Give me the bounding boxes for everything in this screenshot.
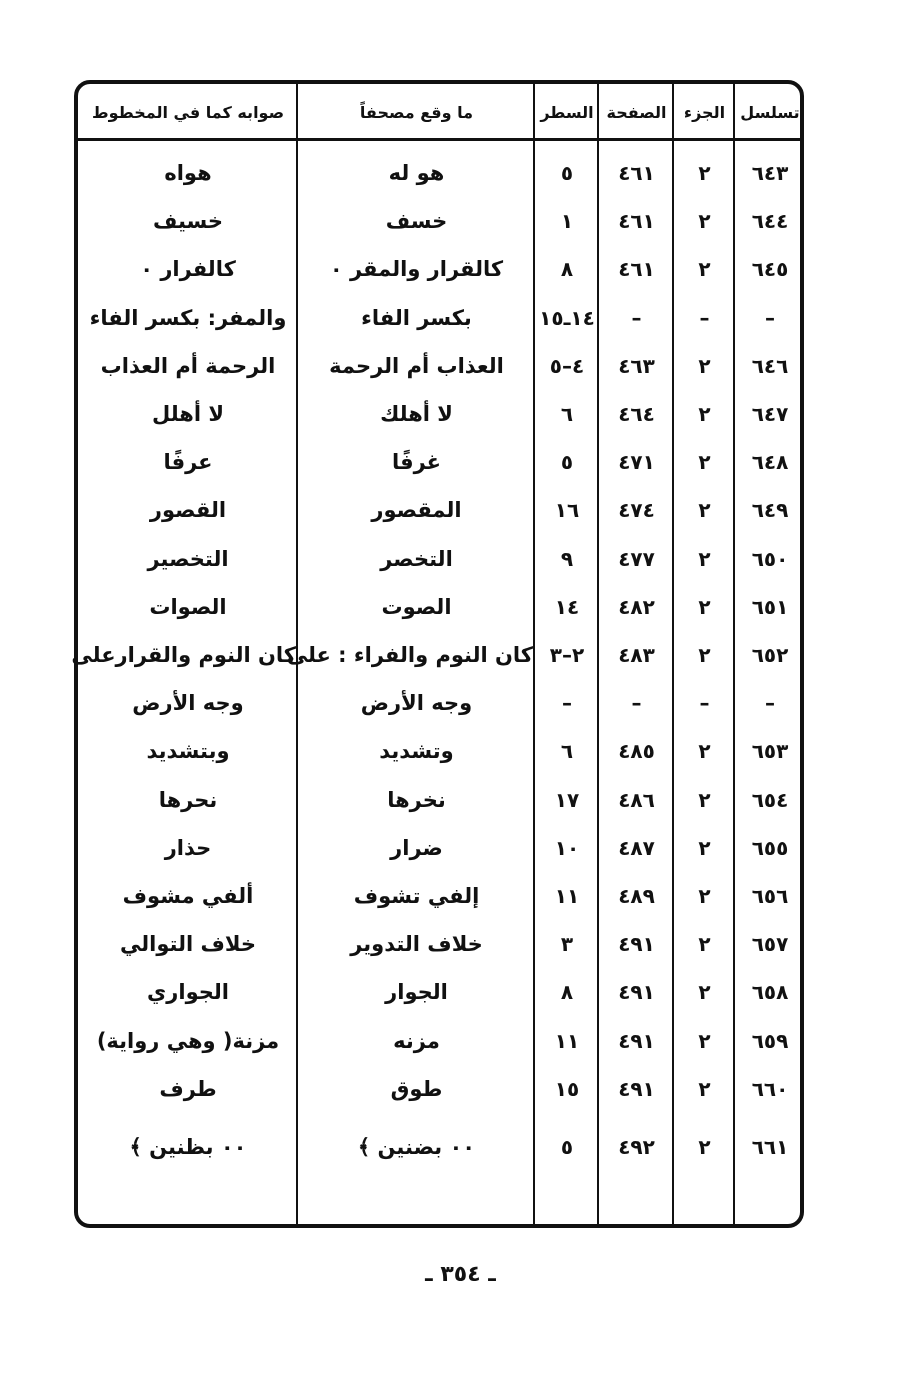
- cell-serial: ٦٤٦: [751, 353, 789, 378]
- cell-serial: ٦٤٩: [751, 498, 789, 523]
- cell-page: ٤٨٩: [618, 884, 655, 908]
- cell-part: ٢: [698, 980, 711, 1005]
- cell-correct: ٠٠ بظنين ﴾: [129, 1135, 247, 1159]
- cell-serial: –: [765, 691, 775, 716]
- cell-correct: عرفًا: [163, 450, 213, 475]
- cell-serial: –: [765, 305, 775, 330]
- header-part: الجزء: [683, 103, 726, 122]
- column-divider: [672, 84, 674, 1224]
- cell-serial: ٦٥٠: [751, 546, 789, 571]
- cell-serial: ٦٤٣: [751, 161, 789, 185]
- cell-correct: الرحمة أم العذاب: [100, 353, 276, 378]
- cell-page: ٤٨٢: [618, 594, 655, 619]
- cell-wrong: لا أهلك: [380, 402, 453, 426]
- cell-wrong: هو له: [388, 161, 445, 185]
- cell-correct: هواه: [164, 161, 212, 185]
- cell-correct: والمفر: بكسر الفاء: [89, 305, 287, 330]
- cell-wrong: وجه الأرض: [360, 691, 473, 716]
- column-divider: [533, 84, 535, 1224]
- cell-line: ٦: [560, 402, 574, 426]
- cell-part: ٢: [698, 498, 711, 523]
- cell-part: ٢: [698, 594, 711, 619]
- cell-serial: ٦٦١: [751, 1135, 789, 1159]
- cell-serial: ٦٤٧: [751, 402, 789, 426]
- cell-part: ٢: [698, 546, 711, 571]
- cell-part: ٢: [698, 643, 711, 667]
- cell-line: ١١: [554, 1028, 580, 1053]
- cell-correct: القصور: [149, 498, 227, 523]
- cell-serial: ٦٥٧: [751, 932, 789, 957]
- cell-correct: مزنة( وهي رواية): [96, 1028, 280, 1053]
- cell-part: ٢: [698, 932, 711, 957]
- cell-part: ٢: [698, 353, 711, 378]
- cell-page: ٤٧٧: [618, 546, 655, 571]
- header-correct: صوابه كما في المخطوط: [91, 103, 285, 122]
- page-number: ـ ٣٥٤ ـ: [425, 1262, 496, 1287]
- cell-page: ٤٩٢: [618, 1135, 655, 1159]
- cell-serial: ٦٥٤: [751, 787, 789, 812]
- cell-line: ١٧: [554, 787, 580, 812]
- header-page: الصفحة: [606, 103, 667, 122]
- header-wrong: ما وقع مصحفاً: [359, 103, 474, 122]
- cell-wrong: غرفًا: [391, 450, 442, 475]
- cell-part: –: [699, 305, 710, 330]
- cell-part: ٢: [698, 161, 711, 185]
- cell-part: ٢: [698, 1028, 711, 1053]
- cell-part: ٢: [698, 402, 711, 426]
- cell-page: ٤٨٥: [618, 739, 655, 764]
- cell-line: ١٠: [554, 835, 580, 860]
- cell-part: ٢: [698, 739, 711, 764]
- cell-serial: ٦٥٦: [751, 884, 789, 908]
- cell-serial: ٦٦٠: [751, 1076, 789, 1101]
- cell-line: ٢–٣: [549, 643, 585, 667]
- cell-serial: ٦٥٣: [751, 739, 789, 764]
- cell-correct: التخصير: [147, 546, 229, 571]
- cell-correct: نحرها: [158, 787, 218, 812]
- cell-serial: ٦٥٨: [751, 980, 789, 1005]
- cell-wrong: الصوت: [381, 594, 452, 619]
- cell-part: –: [699, 691, 710, 716]
- cell-line: ٩: [560, 546, 574, 571]
- cell-page: ٤٨٣: [618, 643, 655, 667]
- cell-wrong: ٠٠ بضنين ﴾: [357, 1135, 476, 1159]
- cell-part: ٢: [698, 787, 711, 812]
- cell-line: ١٥: [554, 1076, 580, 1101]
- cell-correct: الصوات: [149, 594, 227, 619]
- cell-wrong: وتشديد: [379, 739, 454, 764]
- cell-part: ٢: [698, 835, 711, 860]
- cell-correct: كان النوم والقرارعلى: [71, 643, 296, 667]
- cell-part: ٢: [698, 209, 711, 234]
- column-divider: [733, 84, 735, 1224]
- cell-correct: الجواري: [147, 980, 229, 1005]
- column-divider: [597, 84, 599, 1224]
- cell-wrong: إلفي تشوف: [353, 884, 480, 908]
- cell-line: ٥: [560, 1135, 574, 1159]
- cell-line: ١٤: [554, 594, 580, 619]
- cell-wrong: كالقرار والمقر ٠: [329, 257, 504, 282]
- cell-wrong: ضرار: [390, 835, 443, 860]
- cell-page: ٤٦٤: [618, 402, 655, 426]
- cell-serial: ٦٤٨: [751, 450, 789, 475]
- cell-part: ٢: [698, 1076, 711, 1101]
- cell-wrong: كان النوم والفراء : على: [286, 643, 533, 667]
- cell-correct: خلاف التوالي: [120, 932, 256, 957]
- header-divider: [78, 138, 800, 141]
- cell-wrong: بكسر الفاء: [361, 305, 472, 330]
- cell-serial: ٦٥٢: [751, 643, 789, 667]
- cell-line: ٣: [560, 932, 574, 957]
- cell-part: ٢: [698, 884, 711, 908]
- cell-correct: وجه الأرض: [132, 691, 244, 716]
- cell-correct: طرف: [159, 1076, 217, 1101]
- cell-serial: ٦٥١: [751, 594, 789, 619]
- cell-page: ٤٧٤: [618, 498, 655, 523]
- cell-wrong: الجوار: [385, 980, 448, 1005]
- cell-page: ٤٦١: [618, 209, 655, 234]
- cell-wrong: نخرها: [387, 787, 446, 812]
- cell-correct: ألفي مشوف: [122, 884, 254, 908]
- cell-part: ٢: [698, 1135, 711, 1159]
- cell-wrong: مزنه: [393, 1028, 440, 1053]
- cell-correct: كالفرار ٠: [140, 257, 236, 282]
- cell-correct: لا أهلل: [151, 402, 225, 426]
- cell-correct: وبتشديد: [146, 739, 230, 764]
- cell-line: ٨: [560, 980, 574, 1005]
- cell-page: ٤٦١: [618, 161, 655, 185]
- cell-wrong: خسف: [385, 209, 448, 234]
- cell-page: ٤٨٧: [618, 835, 655, 860]
- cell-line: ٨: [560, 257, 574, 282]
- header-serial: تسلسل: [740, 103, 800, 122]
- cell-serial: ٦٥٥: [751, 835, 789, 860]
- cell-page: ٤٦١: [618, 257, 655, 282]
- cell-part: ٢: [698, 450, 711, 475]
- cell-page: ٤٨٦: [618, 787, 655, 812]
- cell-serial: ٦٥٩: [751, 1028, 789, 1053]
- cell-page: ٤٩١: [618, 980, 655, 1005]
- cell-page: ٤٦٣: [618, 353, 655, 378]
- cell-line: ٤–٥: [549, 353, 585, 378]
- cell-wrong: خلاف التدوير: [350, 932, 483, 957]
- cell-part: ٢: [698, 257, 711, 282]
- cell-wrong: التخصر: [380, 546, 453, 571]
- cell-page: ٤٩١: [618, 1028, 655, 1053]
- cell-wrong: طوق: [390, 1076, 443, 1101]
- cell-wrong: المقصور: [371, 498, 462, 523]
- cell-serial: ٦٤٤: [751, 209, 789, 234]
- cell-line: ٦: [560, 739, 574, 764]
- cell-page: ٤٩١: [618, 1076, 655, 1101]
- cell-line: ٥: [560, 450, 574, 475]
- cell-line: ١: [560, 209, 574, 234]
- cell-page: ٤٩١: [618, 932, 655, 957]
- cell-correct: حذار: [164, 835, 212, 860]
- cell-line: ١١: [554, 884, 580, 908]
- cell-page: –: [631, 691, 642, 716]
- cell-correct: خسيف: [152, 209, 224, 234]
- cell-wrong: العذاب أم الرحمة: [329, 353, 504, 378]
- cell-line: ١٤ـ١٥: [539, 305, 595, 330]
- cell-line: –: [562, 691, 572, 716]
- cell-page: –: [631, 305, 642, 330]
- cell-line: ٥: [560, 161, 574, 185]
- header-line: السطر: [540, 103, 594, 122]
- cell-page: ٤٧١: [618, 450, 655, 475]
- cell-line: ١٦: [554, 498, 580, 523]
- cell-serial: ٦٤٥: [751, 257, 789, 282]
